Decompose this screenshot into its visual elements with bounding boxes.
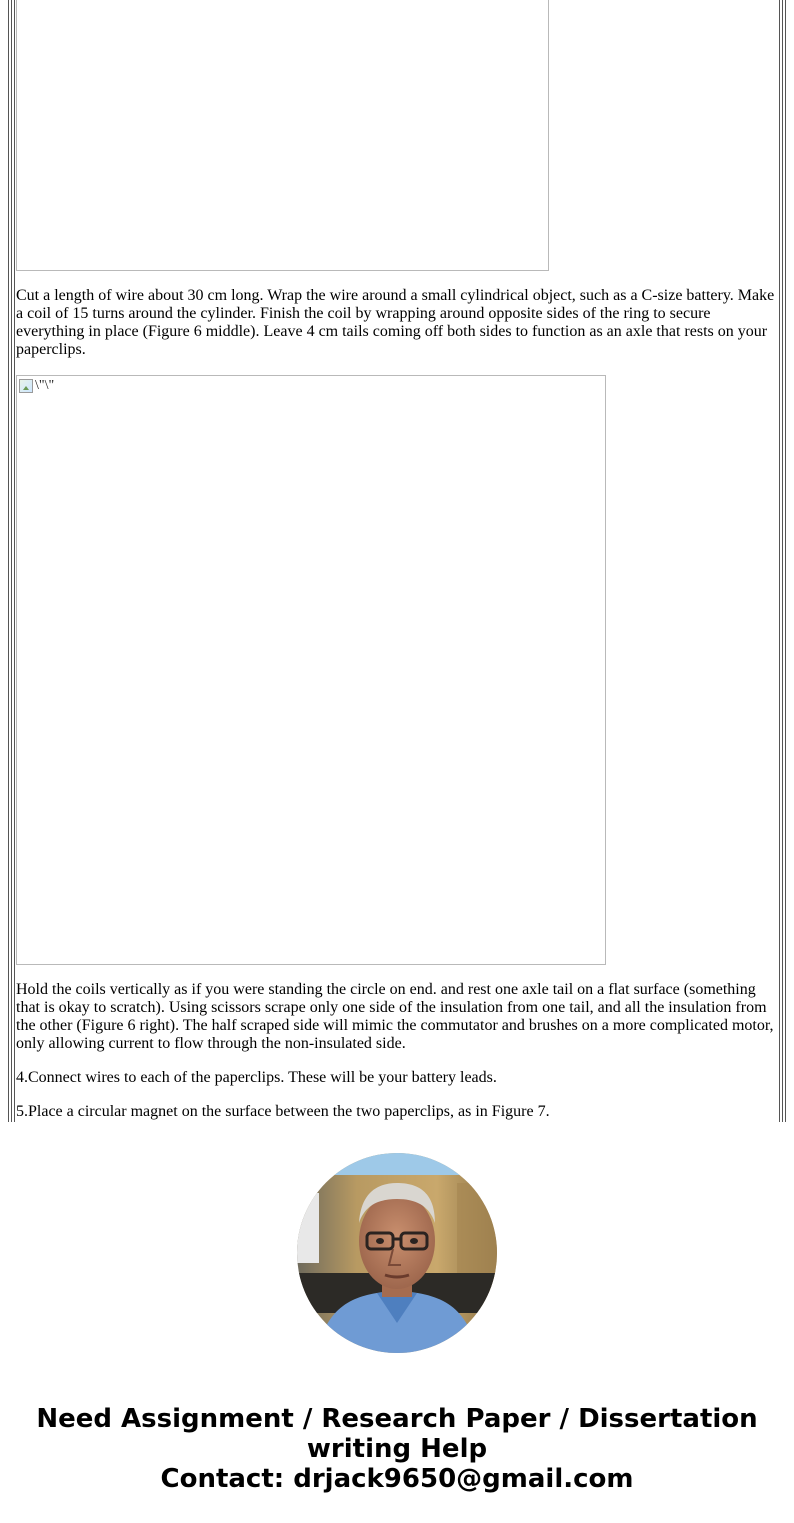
frame-border-left-inner xyxy=(11,0,12,1122)
frame-border-left xyxy=(8,0,9,1122)
paragraph-scrape-instructions: Hold the coils vertically as if you were standing the circle on end. and rest one axle tail on a flat surface (something that is okay to scratch). Using scissors scrape only one side of the insulation from one tail, and all the insulation from the other (Figure 6 right). The half scraped side will mimic the commutator and brushes on a more complicated motor, only allowing current to flow through the non-insulated side. xyxy=(16,981,774,1052)
frame-border-right-inner2 xyxy=(779,0,780,1122)
frame-border-left-inner2 xyxy=(14,0,15,1122)
broken-image-placeholder xyxy=(19,378,54,394)
frame-border-right xyxy=(785,0,786,1122)
broken-image-alt-text: \"\" xyxy=(35,378,55,393)
cta-line-1: Need Assignment / Research Paper / Dissertation xyxy=(36,1404,758,1434)
broken-image-icon xyxy=(19,379,33,393)
step-5: 5.Place a circular magnet on the surface between the two paperclips, as in Figure 7. xyxy=(16,1103,550,1120)
cta-contact-email[interactable]: Contact: drjack9650@gmail.com xyxy=(160,1464,634,1494)
figure-image-1 xyxy=(16,0,549,271)
figure-image-2 xyxy=(16,375,606,965)
author-portrait-image xyxy=(297,1153,497,1353)
cta-line-2: writing Help xyxy=(306,1434,488,1464)
paragraph-coil-instructions: Cut a length of wire about 30 cm long. Wrap the wire around a small cylindrical object, such as a C-size battery. Make a coil of 15 turns around the cylinder. Finish the coil by wrapping around opposite sides of the ring to secure everything in place (Figure 6 middle). Leave 4 cm tails coming off both sides to function as an axle that rests on your paperclips. xyxy=(16,287,775,358)
step-4: 4.Connect wires to each of the paperclips. These will be your battery leads. xyxy=(16,1069,497,1086)
frame-border-right-inner xyxy=(782,0,783,1122)
author-avatar xyxy=(297,1153,497,1353)
